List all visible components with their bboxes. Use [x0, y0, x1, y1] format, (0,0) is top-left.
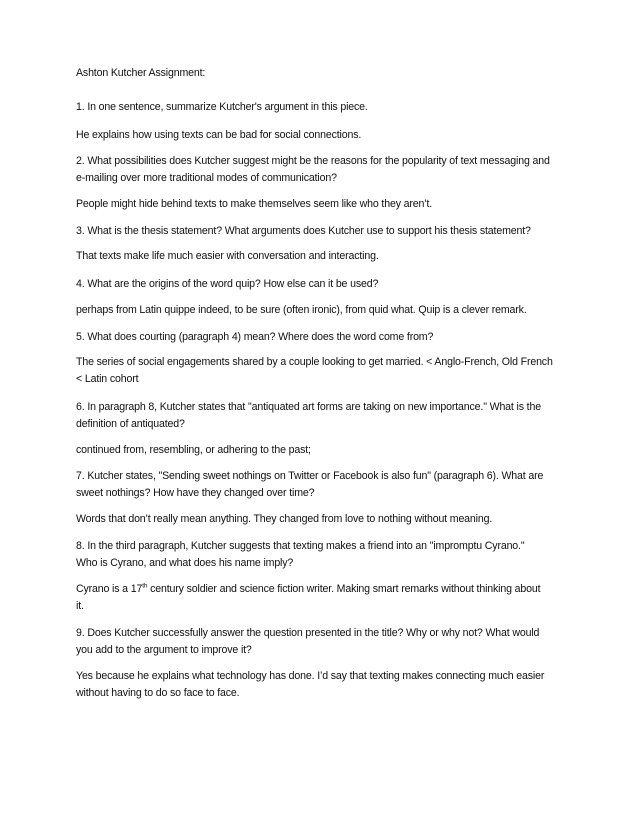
answer-7: Words that don’t really mean anything. They changed from love to nothing without meaning. [76, 513, 493, 525]
question-6-line-2: definition of antiquated? [76, 418, 185, 430]
answer-4: perhaps from Latin quippe indeed, to be sure (often ironic), from quid what. Quip is a clever remark. [76, 304, 527, 316]
answer-9-line-2: without having to do so face to face. [76, 687, 240, 699]
question-1: 1. In one sentence, summarize Kutcher's argument in this piece. [76, 101, 368, 113]
answer-5-line-1: The series of social engagements shared by a couple looking to get married. < Anglo-French, Old French [76, 356, 553, 368]
document-title: Ashton Kutcher Assignment: [76, 67, 206, 79]
question-3: 3. What is the thesis statement? What arguments does Kutcher use to support his thesis statement? [76, 225, 531, 237]
question-9-line-1: 9. Does Kutcher successfully answer the question presented in the title? Why or why not? What would [76, 627, 540, 639]
question-9-line-2: you add to the argument to improve it? [76, 644, 252, 656]
question-5: 5. What does courting (paragraph 4) mean? Where does the word come from? [76, 331, 434, 343]
question-2-line-2: e-mailing over more traditional modes of communication? [76, 172, 337, 184]
question-8-line-2: Who is Cyrano, and what does his name imply? [76, 557, 294, 569]
answer-6: continued from, resembling, or adhering to the past; [76, 444, 311, 456]
answer-9-line-1: Yes because he explains what technology has done. I’d say that texting makes connecting much easier [76, 670, 545, 682]
answer-5-line-2: < Latin cohort [76, 373, 139, 385]
answer-1: He explains how using texts can be bad for social connections. [76, 129, 362, 141]
answer-3: That texts make life much easier with conversation and interacting. [76, 250, 379, 262]
answer-8-pre: Cyrano is a 17 [76, 583, 143, 595]
answer-2: People might hide behind texts to make themselves seem like who they aren’t. [76, 198, 433, 210]
question-4: 4. What are the origins of the word quip? How else can it be used? [76, 278, 379, 290]
question-7-line-1: 7. Kutcher states, "Sending sweet nothings on Twitter or Facebook is also fun" (paragraph 6). What are [76, 470, 544, 482]
question-2-line-1: 2. What possibilities does Kutcher suggest might be the reasons for the popularity of text messaging and [76, 155, 550, 167]
answer-8-superscript: th [142, 582, 148, 590]
answer-8-line-2: it. [76, 600, 84, 612]
answer-8-line-1 [76, 583, 576, 596]
question-6-line-1: 6. In paragraph 8, Kutcher states that "antiquated art forms are taking on new importance." What is the [76, 401, 541, 413]
question-7-line-2: sweet nothings? How have they changed over time? [76, 487, 315, 499]
answer-8-post: century soldier and science fiction writer. Making smart remarks without thinking about [147, 583, 541, 595]
question-8-line-1: 8. In the third paragraph, Kutcher suggests that texting makes a friend into an "impromptu Cyrano." [76, 540, 525, 552]
